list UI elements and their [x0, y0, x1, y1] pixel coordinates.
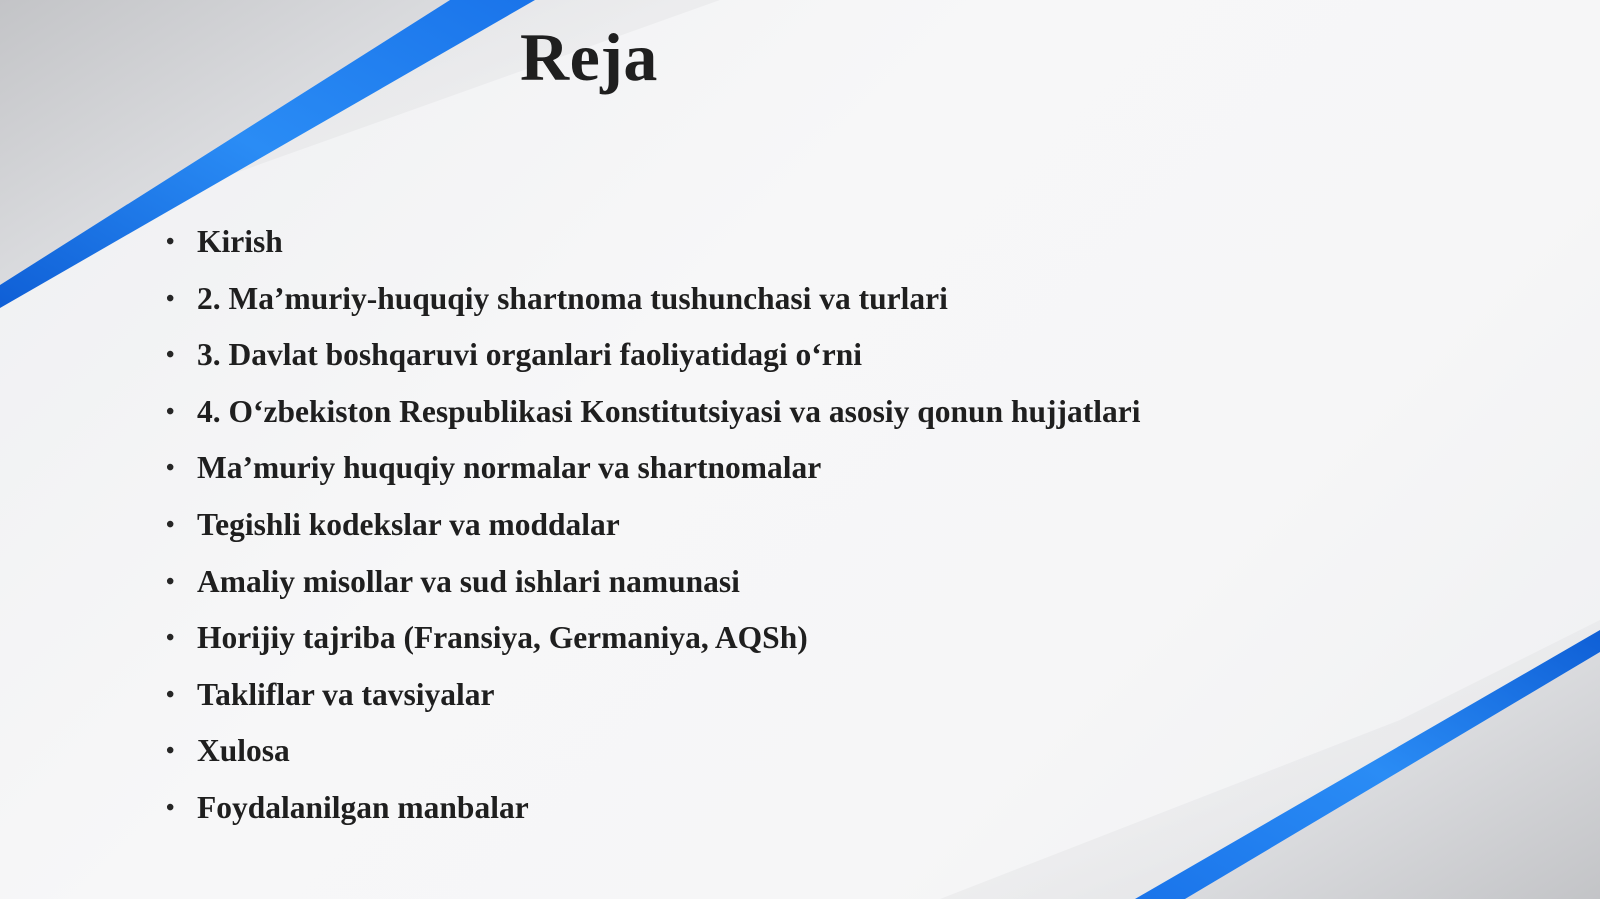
list-item-text: Horijiy tajriba (Fransiya, Germaniya, AQSh) [197, 620, 808, 656]
bullet-icon: • [166, 568, 175, 595]
bullet-icon: • [166, 398, 175, 425]
list-item-text: Takliflar va tavsiyalar [197, 676, 495, 712]
list-item [166, 731, 1140, 788]
bullet-icon: • [166, 285, 175, 312]
agenda-list [166, 222, 1140, 845]
bullet-icon: • [166, 455, 175, 482]
list-item [166, 222, 1140, 279]
list-item [166, 279, 1140, 336]
bullet-icon: • [166, 342, 175, 369]
bullet-icon: • [166, 511, 175, 538]
bullet-icon: • [166, 681, 175, 708]
list-item-text: Kirish [197, 224, 283, 259]
bullet-icon: • [166, 229, 175, 255]
list-item-text: 3. Davlat boshqaruvi organlari faoliyatidagi o‘rni [197, 337, 863, 373]
list-item [166, 788, 1140, 845]
slide-title: Reja [520, 19, 658, 95]
list-item [166, 618, 1140, 675]
list-item [166, 562, 1140, 619]
list-item [166, 335, 1140, 392]
list-item-text: Amaliy misollar va sud ishlari namunasi [197, 563, 740, 599]
list-item-text: 4. O‘zbekiston Respublikasi Konstitutsiyasi va asosiy qonun hujjatlari [197, 393, 1141, 429]
bullet-icon: • [166, 738, 175, 765]
list-item-text: Ma’muriy huquqiy normalar va shartnomalar [197, 450, 822, 486]
list-item-text: 2. Ma’muriy-huquqiy shartnoma tushunchasi va turlari [197, 280, 948, 316]
list-item [166, 505, 1140, 562]
list-item-text: Foydalanilgan manbalar [197, 789, 529, 825]
list-item [166, 448, 1140, 505]
bullet-icon: • [166, 794, 175, 821]
list-item-text: Tegishli kodekslar va moddalar [197, 506, 620, 542]
list-item [166, 392, 1140, 449]
list-item-text: Xulosa [197, 733, 290, 769]
bullet-icon: • [166, 625, 175, 652]
list-item [166, 675, 1140, 732]
